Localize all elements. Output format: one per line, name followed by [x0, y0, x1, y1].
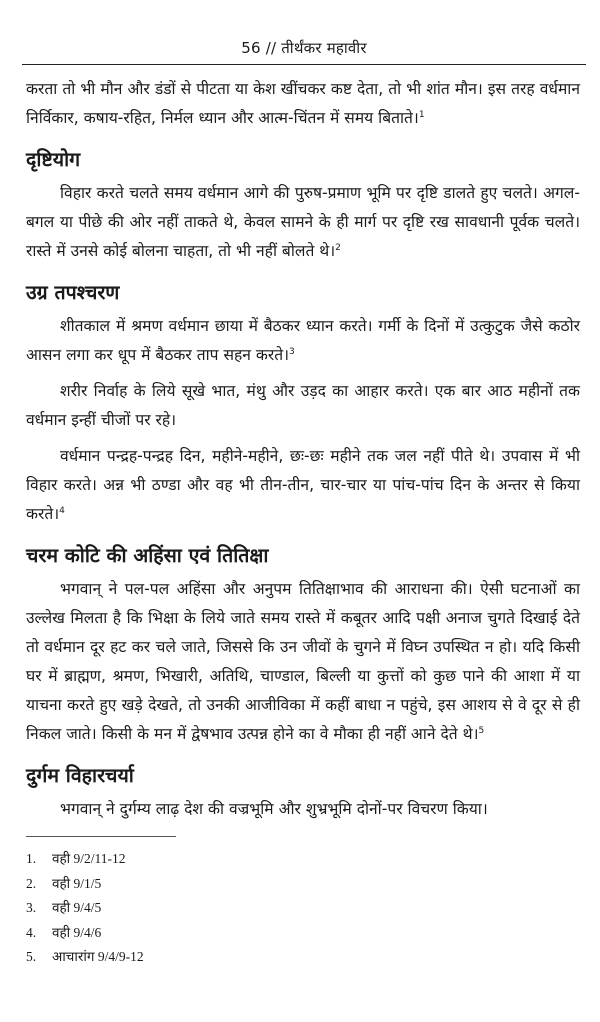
footnotes: [26, 836, 176, 970]
paragraph: विहार करते चलते समय वर्धमान आगे की पुरुष-प्रमाण भूमि पर दृष्टि डालते हुए चलते। अगल-बगल या पीछे की ओर नहीं ताकते थे, केवल सामने के ही मार्ग पर दृष्टि रख सावधानी पूर्वक चलते। रास्ते में उनसे कोई बोलना चाहता, तो भी नहीं बोलते थे।$^2$: [26, 184, 580, 260]
footnote-ref: 3: [289, 346, 295, 357]
footnote-item: 4. वही 9/4/6: [26, 924, 102, 940]
page-body: [26, 75, 580, 824]
book-title: तीर्थंकर महावीर: [281, 39, 367, 57]
footnote-ref: 4: [59, 505, 65, 516]
footnote-ref: 2: [335, 242, 341, 253]
footnote-item: 3. वही 9/4/5: [26, 900, 102, 915]
paragraph: भगवान् ने पल-पल अहिंसा और अनुपम तितिक्षाभाव की आराधना की। ऐसी घटनाओं का उल्लेख मिलता है कि भिक्षा के लिये जाते समय रास्ते में कबूतर आदि पक्षी अनाज चुगते दिखाई देते तो वर्धमान दूर हट कर चले जाते, जिससे कि उन जीवों के चुगने में विघ्न उपस्थित न हो। यदि किसी घर में ब्राह्मण, श्रमण, भिखारी, अतिथि, चाण्डाल, बिल्ली या कुत्तों को कुछ पाने की आशा में या याचना करते हुए खड़े देखते, तो उनकी आजीविका में कहीं बाधा न पहुंचे, इस आशय से वे दूर से ही निकल जाते। किसी के मन में द्वेषभाव उत्पन्न होने का वे मौका ही नहीं आने देते थे।$^5$: [26, 580, 580, 743]
paragraph: करता तो भी मौन और डंडों से पीटता या केश खींचकर कष्ट देता, तो भी शांत मौन। इस तरह वर्धमान निर्विकार, कषाय-रहित, निर्मल ध्यान और आत्म-चिंतन में समय बिताते।$^1$: [26, 80, 580, 127]
section-heading: उग्र तपश्चरण: [26, 281, 120, 304]
footnote-ref: 5: [478, 725, 485, 736]
section-heading: दृष्टियोग: [26, 148, 81, 171]
page-number: 56: [241, 39, 261, 57]
footnote-item: 2. वही 9/1/5: [26, 875, 102, 891]
paragraph: भगवान् ने दुर्गम्य लाढ़ देश की वज्रभूमि और शुभ्रभूमि दोनों-पर विचरण किया।: [60, 800, 488, 818]
header-separator: //: [265, 39, 277, 57]
paragraph: शरीर निर्वाह के लिये सूखे भात, मंथु और उड़द का आहार करते। एक बार आठ महीनों तक वर्धमान इन्हीं चीजों पर रहे।: [26, 382, 580, 429]
footnote-item: 1. वही 9/2/11-12: [26, 851, 126, 866]
section-heading: चरम कोटि की अहिंसा एवं तितिक्षा: [26, 544, 269, 567]
section-heading: दुर्गम विहारचर्या: [26, 764, 134, 787]
paragraph: वर्धमान पन्द्रह-पन्द्रह दिन, महीने-महीने, छः-छः महीने तक जल नहीं पीते थे। उपवास में भी विहार करते। अन्न भी ठण्डा और वह भी तीन-तीन, चार-चार या पांच-पांच दिन के अन्तर से किया करते।$^4$: [26, 447, 580, 523]
running-header: [22, 0, 586, 65]
footnote-ref: 1: [418, 109, 425, 120]
footnote-item: 5. आचारांग 9/4/9-12: [26, 949, 144, 964]
paragraph: शीतकाल में श्रमण वर्धमान छाया में बैठकर ध्यान करते। गर्मी के दिनों में उत्कुटुक जैसे कठोर आसन लगा कर धूप में बैठकर ताप सहन करते।$^3$: [26, 317, 580, 364]
